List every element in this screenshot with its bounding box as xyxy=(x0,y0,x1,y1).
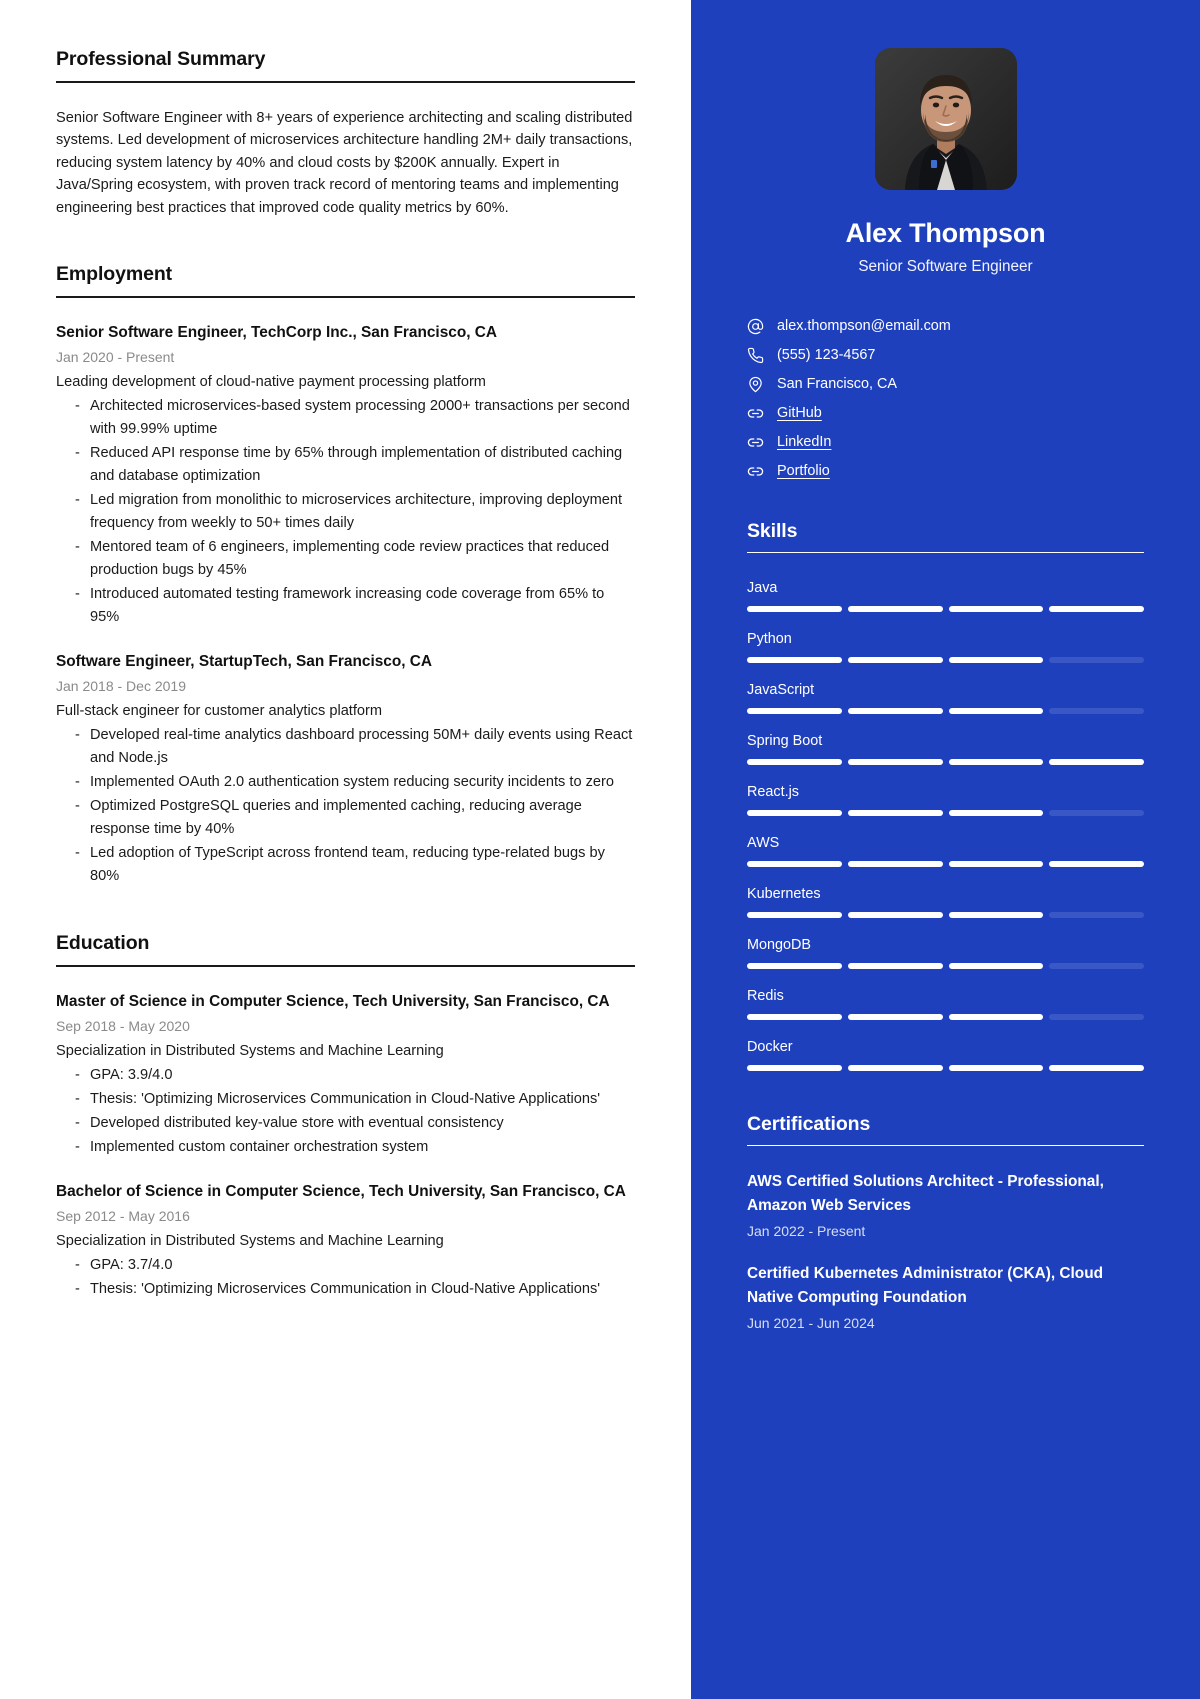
bullet-item: - Implemented custom container orchestration system xyxy=(56,1136,635,1159)
skill-level-segment xyxy=(1049,912,1144,918)
map-pin-icon xyxy=(747,376,764,393)
contact-label[interactable]: GitHub xyxy=(777,405,822,421)
skill-level-segment xyxy=(848,912,943,918)
sidebar-column xyxy=(691,0,1200,1699)
skill-level-bar xyxy=(747,861,1144,867)
at-sign-icon xyxy=(747,318,764,335)
skill-item xyxy=(747,628,1144,663)
skill-level-segment xyxy=(1049,708,1144,714)
skill-name: AWS xyxy=(747,835,780,851)
link-icon xyxy=(747,434,764,451)
contact-item-link[interactable] xyxy=(747,457,1144,486)
skill-level-segment xyxy=(1049,606,1144,612)
skill-level-bar xyxy=(747,912,1144,918)
education-entry-list xyxy=(56,991,635,1301)
bullet-item: - Implemented OAuth 2.0 authentication system reducing security incidents to zero xyxy=(56,771,635,794)
skill-level-segment xyxy=(1049,810,1144,816)
bullet-item: - Architected microservices-based system processing 2000+ transactions per second with 99.99% uptime xyxy=(56,395,635,441)
entry-date: Jan 2018 - Dec 2019 xyxy=(56,678,186,695)
section-title-skills: Skills xyxy=(747,520,798,542)
skill-level-segment xyxy=(949,759,1044,765)
skill-level-segment xyxy=(747,963,842,969)
skill-level-bar xyxy=(747,810,1144,816)
skill-level-segment xyxy=(747,912,842,918)
skill-level-segment xyxy=(747,708,842,714)
section-title-summary: Professional Summary xyxy=(56,48,266,70)
certification-title: Certified Kubernetes Administrator (CKA), Cloud Native Computing Foundation xyxy=(747,1265,1103,1306)
skill-level-bar xyxy=(747,963,1144,969)
skill-level-bar xyxy=(747,1014,1144,1020)
skill-item xyxy=(747,577,1144,612)
entry xyxy=(56,322,635,629)
entry-date: Jan 2020 - Present xyxy=(56,349,175,366)
entry-date: Sep 2012 - May 2016 xyxy=(56,1208,190,1225)
bullet-item: - Mentored team of 6 engineers, implementing code review practices that reduced production bugs by 45% xyxy=(56,536,635,582)
bullet-item: - Introduced automated testing framework increasing code coverage from 65% to 95% xyxy=(56,583,635,629)
skill-level-segment xyxy=(949,1014,1044,1020)
skill-level-bar xyxy=(747,1065,1144,1071)
skill-level-bar xyxy=(747,657,1144,663)
section-divider xyxy=(56,81,635,83)
section-divider xyxy=(747,1145,1144,1146)
summary-text: Senior Software Engineer with 8+ years of experience architecting and scaling distributed systems. Led development of microservices architecture handling 2M+ daily transactions, reducing system latency by 40% and cloud costs by $200K annually. Expert in Java/Spring ecosystem, with proven track record of mentoring teams and implementing engineering best practices that improved code quality metrics by 60%. xyxy=(56,110,633,216)
certification-title: AWS Certified Solutions Architect - Professional, Amazon Web Services xyxy=(747,1173,1104,1214)
skill-level-segment xyxy=(747,657,842,663)
skill-level-segment xyxy=(848,708,943,714)
skill-level-segment xyxy=(747,606,842,612)
skill-level-segment xyxy=(747,1065,842,1071)
skill-item xyxy=(747,1036,1144,1071)
skill-level-segment xyxy=(747,759,842,765)
certification-date: Jun 2021 - Jun 2024 xyxy=(747,1315,875,1331)
skill-level-segment xyxy=(848,1014,943,1020)
skill-name: JavaScript xyxy=(747,682,815,698)
skill-level-segment xyxy=(1049,1014,1144,1020)
section-divider xyxy=(56,296,635,298)
entry xyxy=(56,651,635,888)
section-certifications xyxy=(747,1113,1144,1334)
certification-date: Jan 2022 - Present xyxy=(747,1223,866,1239)
section-education xyxy=(56,932,635,1301)
employment-entry-list xyxy=(56,322,635,888)
skill-level-segment xyxy=(848,657,943,663)
contact-label[interactable]: Portfolio xyxy=(777,463,830,479)
contact-item-at-sign xyxy=(747,312,1144,341)
skill-level-segment xyxy=(949,810,1044,816)
skill-level-segment xyxy=(747,1014,842,1020)
skill-name: Redis xyxy=(747,988,784,1004)
section-professional-summary xyxy=(56,48,635,219)
skill-level-segment xyxy=(848,1065,943,1071)
section-divider xyxy=(56,965,635,967)
skill-level-segment xyxy=(1049,861,1144,867)
section-title-employment: Employment xyxy=(56,263,173,286)
contact-item-link[interactable] xyxy=(747,428,1144,457)
skill-level-segment xyxy=(747,861,842,867)
skill-level-segment xyxy=(747,810,842,816)
section-title-education: Education xyxy=(56,932,150,955)
avatar xyxy=(875,48,1017,190)
contact-item-link[interactable] xyxy=(747,399,1144,428)
spacer xyxy=(56,225,635,263)
bullet-item: - Led adoption of TypeScript across frontend team, reducing type-related bugs by 80% xyxy=(56,842,635,888)
skill-level-segment xyxy=(1049,1065,1144,1071)
contact-list xyxy=(747,312,1144,486)
skill-level-segment xyxy=(848,810,943,816)
bullet-item: - GPA: 3.7/4.0 xyxy=(56,1254,635,1277)
certification-item xyxy=(747,1170,1144,1242)
skill-name: Java xyxy=(747,580,778,596)
skill-level-segment xyxy=(848,963,943,969)
phone-icon xyxy=(747,347,764,364)
entry-title: Senior Software Engineer, TechCorp Inc., San Francisco, CA xyxy=(56,324,498,342)
link-icon xyxy=(747,463,764,480)
skill-level-segment xyxy=(1049,963,1144,969)
profile-photo-wrapper xyxy=(747,48,1144,190)
bullet-list xyxy=(56,1064,635,1159)
skill-level-bar xyxy=(747,708,1144,714)
skill-level-segment xyxy=(949,861,1044,867)
skill-list xyxy=(747,577,1144,1071)
skill-level-segment xyxy=(949,708,1044,714)
skill-level-bar xyxy=(747,759,1144,765)
skill-name: Docker xyxy=(747,1039,793,1055)
bullet-item: - Thesis: 'Optimizing Microservices Communication in Cloud-Native Applications' xyxy=(56,1278,635,1301)
skill-level-segment xyxy=(949,606,1044,612)
contact-item-phone xyxy=(747,341,1144,370)
entry-title: Software Engineer, StartupTech, San Francisco, CA xyxy=(56,653,433,671)
bullet-list xyxy=(56,1254,635,1301)
skill-level-segment xyxy=(949,963,1044,969)
skill-item xyxy=(747,934,1144,969)
skill-item xyxy=(747,883,1144,918)
entry-description: Specialization in Distributed Systems and Machine Learning xyxy=(56,1233,444,1250)
skill-level-segment xyxy=(1049,657,1144,663)
bullet-item: - Developed distributed key-value store with eventual consistency xyxy=(56,1112,635,1135)
skill-level-segment xyxy=(949,912,1044,918)
entry-description: Leading development of cloud-native payment processing platform xyxy=(56,374,486,391)
skill-item xyxy=(747,730,1144,765)
certification-list xyxy=(747,1170,1144,1334)
skill-name: Python xyxy=(747,631,792,647)
spacer xyxy=(747,1087,1144,1113)
section-title-certifications: Certifications xyxy=(747,1113,871,1135)
contact-label: (555) 123-4567 xyxy=(777,347,876,363)
skill-level-segment xyxy=(848,759,943,765)
skill-name: MongoDB xyxy=(747,937,811,953)
entry xyxy=(56,991,635,1159)
skill-level-bar xyxy=(747,606,1144,612)
bullet-item: - Led migration from monolithic to microservices architecture, improving deployment frequency from weekly to 50+ times daily xyxy=(56,489,635,535)
profile-name: Alex Thompson xyxy=(845,218,1046,248)
section-divider xyxy=(747,552,1144,553)
skill-level-segment xyxy=(848,606,943,612)
entry xyxy=(56,1181,635,1301)
skill-item xyxy=(747,781,1144,816)
contact-item-map-pin xyxy=(747,370,1144,399)
bullet-list xyxy=(56,395,635,629)
skill-item xyxy=(747,679,1144,714)
skill-level-segment xyxy=(1049,759,1144,765)
entry-date: Sep 2018 - May 2020 xyxy=(56,1018,190,1035)
entry-description: Specialization in Distributed Systems and Machine Learning xyxy=(56,1043,444,1060)
bullet-item: - GPA: 3.9/4.0 xyxy=(56,1064,635,1087)
entry-description: Full-stack engineer for customer analytics platform xyxy=(56,703,383,720)
bullet-item: - Developed real-time analytics dashboard processing 50M+ daily events using React and Node.js xyxy=(56,724,635,770)
skill-level-segment xyxy=(848,861,943,867)
contact-label: San Francisco, CA xyxy=(777,376,897,392)
entry-title: Master of Science in Computer Science, Tech University, San Francisco, CA xyxy=(56,993,610,1011)
skill-item xyxy=(747,985,1144,1020)
bullet-item: - Reduced API response time by 65% through implementation of distributed caching and database optimization xyxy=(56,442,635,488)
bullet-item: - Optimized PostgreSQL queries and implemented caching, reducing average response time by 40% xyxy=(56,795,635,841)
skill-name: Spring Boot xyxy=(747,733,823,749)
certification-item xyxy=(747,1262,1144,1334)
contact-label: alex.thompson@email.com xyxy=(777,318,951,334)
bullet-item: - Thesis: 'Optimizing Microservices Communication in Cloud-Native Applications' xyxy=(56,1088,635,1111)
profile-role: Senior Software Engineer xyxy=(858,258,1033,275)
skill-item xyxy=(747,832,1144,867)
skill-level-segment xyxy=(949,1065,1044,1071)
spacer xyxy=(56,894,635,932)
skill-name: Kubernetes xyxy=(747,886,821,902)
skill-level-segment xyxy=(949,657,1044,663)
bullet-list xyxy=(56,724,635,888)
section-employment xyxy=(56,263,635,888)
section-skills xyxy=(747,520,1144,1071)
skill-name: React.js xyxy=(747,784,799,800)
link-icon xyxy=(747,405,764,422)
contact-label[interactable]: LinkedIn xyxy=(777,434,832,450)
entry-title: Bachelor of Science in Computer Science, Tech University, San Francisco, CA xyxy=(56,1183,626,1201)
